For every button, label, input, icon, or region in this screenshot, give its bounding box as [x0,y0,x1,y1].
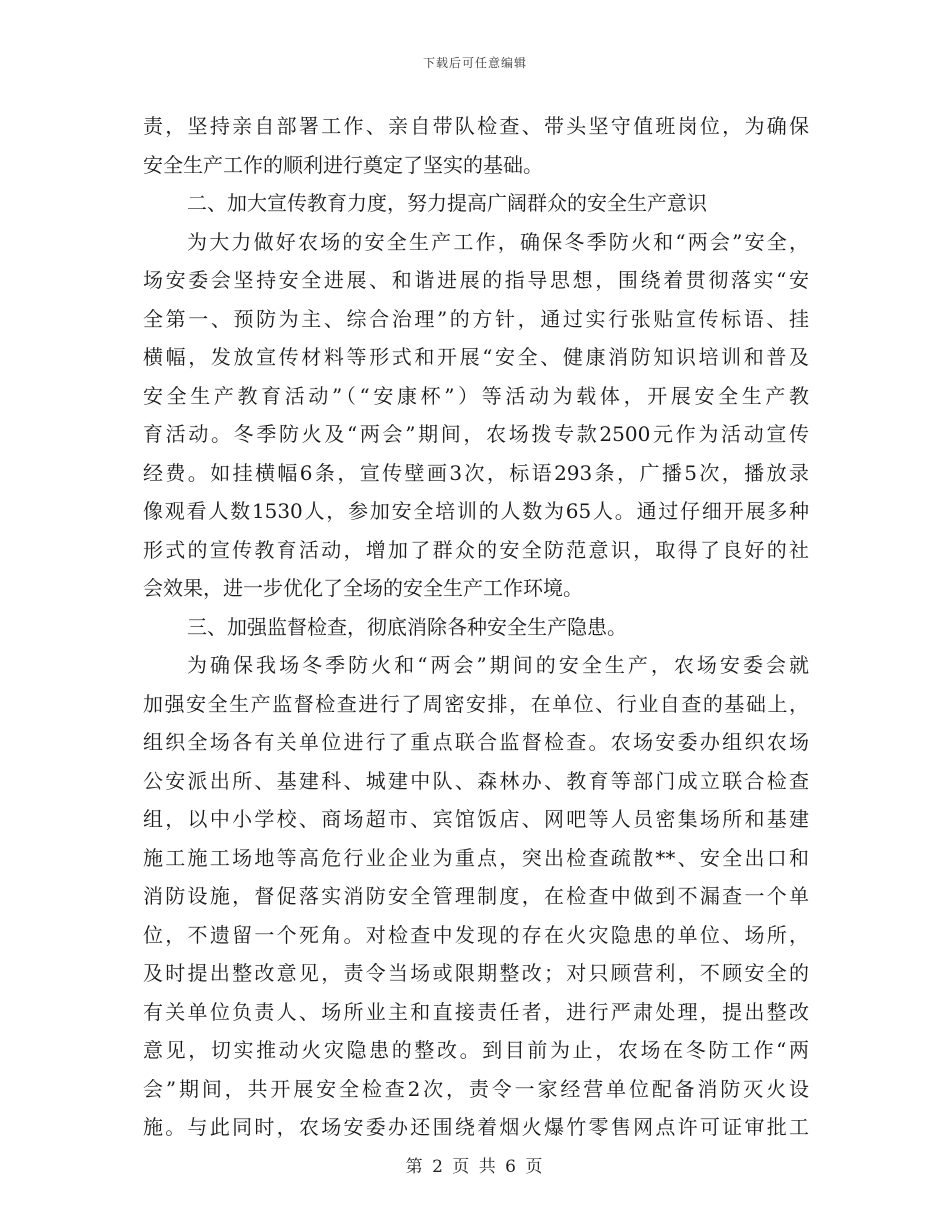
body-text-line: 组，以中小学校、商场超市、宾馆饭店、网吧等人员密集场所和基建 [143,807,809,831]
body-text-line: 有关单位负责人、场所业主和直接责任者，进行严肃处理，提出整改 [143,999,809,1024]
body-text-line: 组织全场各有关单位进行了重点联合监督检查。农场安委办组织农场 [143,730,809,754]
body-text-line: 安全生产工作的顺利进行奠定了坚实的基础。 [143,152,543,177]
body-text-line: 经费。如挂横幅6条，宣传壁画3次，标语293条，广播5次，播放录 [143,460,809,485]
body-text-line: 及时提出整改意见，责令当场或限期整改；对只顾营利，不顾安全的 [143,961,809,985]
body-text-line: 安全生产教育活动”（“安康杯”）等活动为载体，开展安全生产教 [143,383,809,408]
body-text-line: 二、加大宣传教育力度，努力提高广阔群众的安全生产意识 [187,191,707,215]
body-text-line: 位，不遗留一个死角。对检查中发现的存在火灾隐患的单位、场所， [143,922,809,947]
body-text-line: 像观看人数1530人，参加安全培训的人数为65人。通过仔细开展多种 [143,499,809,523]
body-text-line: 加强安全生产监督检查进行了周密安排，在单位、行业自查的基础上， [143,691,809,716]
body-text-line: 施工施工场地等高危行业企业为重点，突出检查疏散**、安全出口和 [143,845,809,870]
body-text-line: 消防设施，督促落实消防安全管理制度，在检查中做到不漏查一个单 [143,884,809,908]
body-text-line: 会效果，进一步优化了全场的安全生产工作环境。 [143,576,583,600]
document-body [143,107,809,1147]
body-text-line: 场安委会坚持安全进展、和谐进展的指导思想，围绕着贯彻落实“安 [143,268,809,292]
body-text-line: 形式的宣传教育活动，增加了群众的安全防范意识，取得了良好的社 [143,537,809,562]
body-text-line: 为大力做好农场的安全生产工作，确保冬季防火和“两会”安全， [187,229,809,254]
body-text-line: 三、加强监督检查，彻底消除各种安全生产隐患。 [187,614,627,639]
body-text-line: 责，坚持亲自部署工作、亲自带队检查、带头坚守值班岗位，为确保 [143,114,809,138]
body-text-line: 育活动。冬季防火及“两会”期间，农场拨专款2500元作为活动宣传 [143,422,809,446]
body-text-line: 横幅，发放宣传材料等形式和开展“安全、健康消防知识培训和普及 [143,345,809,369]
page-header: 下载后可任意编辑 [422,56,527,70]
page-footer: 第 2 页 共 6 页 [405,1157,545,1177]
body-text-line: 公安派出所、基建科、城建中队、森林办、教育等部门成立联合检查 [143,768,809,793]
body-text-line: 施。与此同时，农场安委办还围绕着烟火爆竹零售网点许可证审批工 [143,1115,809,1139]
body-text-line: 会”期间，共开展安全检查2次，责令一家经营单位配备消防灭火设 [143,1076,809,1101]
body-text-line: 为确保我场冬季防火和“两会”期间的安全生产，农场安委会就 [187,653,809,677]
body-text-line: 意见，切实推动火灾隐患的整改。到目前为止，农场在冬防工作“两 [143,1038,809,1062]
body-text-line: 全第一、预防为主、综合治理”的方针，通过实行张贴宣传标语、挂 [143,306,809,331]
